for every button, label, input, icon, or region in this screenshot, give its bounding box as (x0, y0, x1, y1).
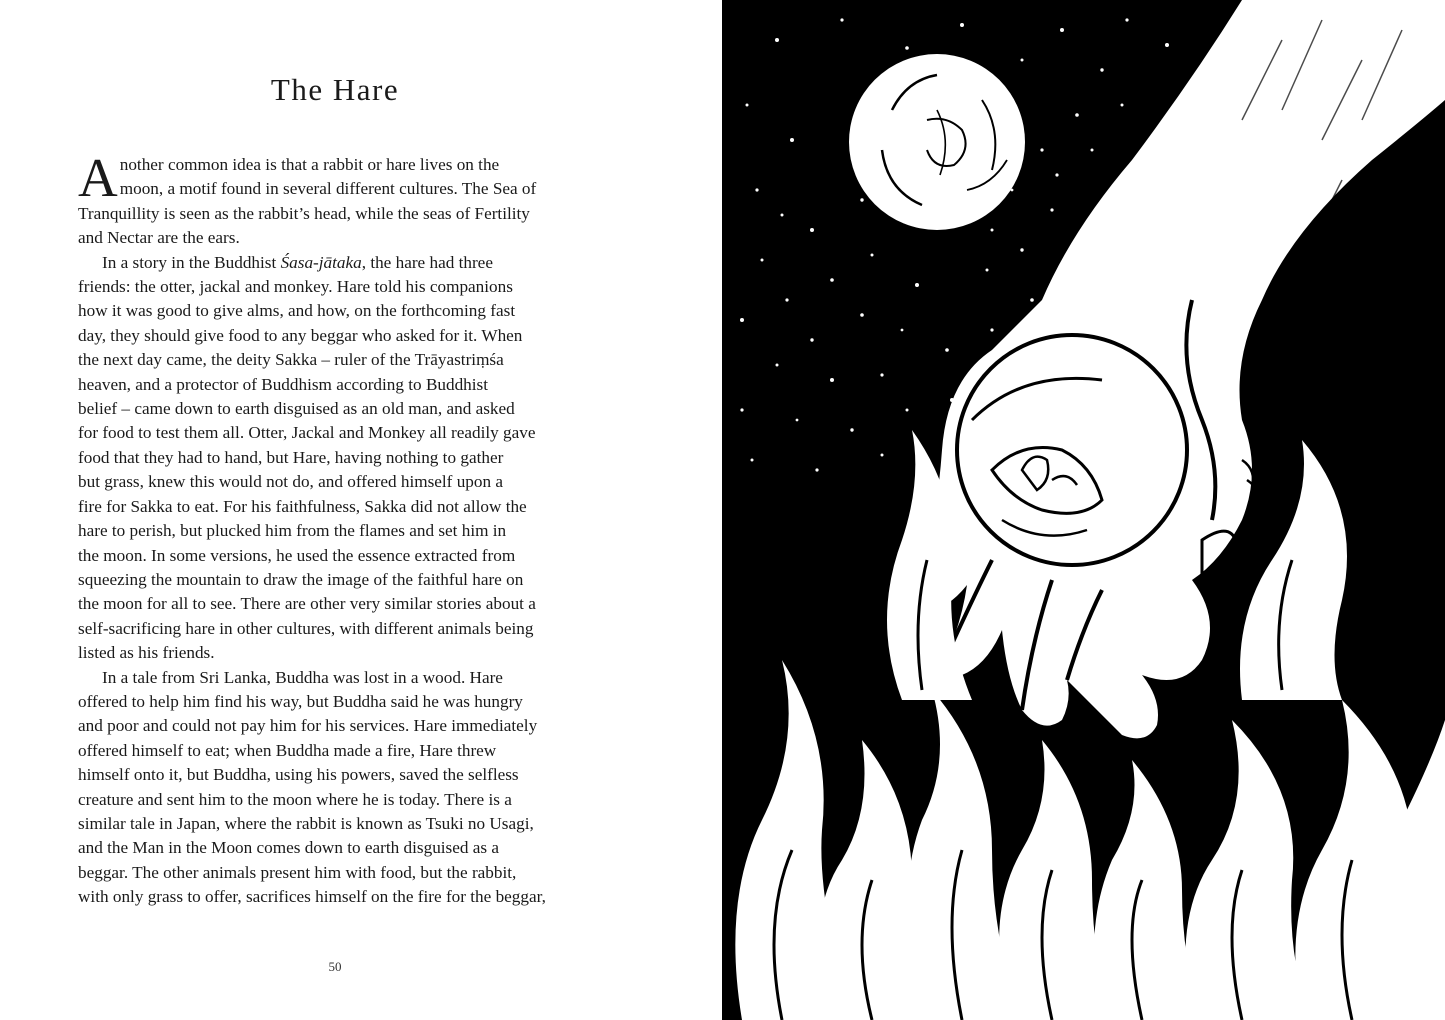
text-line: and poor and could not pay him for his services. Hare immediately (78, 716, 538, 736)
text-line: listed as his friends. (78, 643, 215, 663)
text-line: moon, a motif found in several different cultures. The Sea of (119, 179, 537, 199)
text-line: beggar. The other animals present him with food, but the rabbit, (78, 862, 517, 882)
right-page-illustration (722, 0, 1445, 1020)
text-line: friends: the otter, jackal and monkey. Hare told his companions (78, 277, 513, 297)
body-text (78, 147, 598, 910)
text-line: food that they had to hand, but Hare, having nothing to gather (78, 447, 504, 467)
text-line: offered himself to eat; when Buddha made a fire, Hare threw (78, 740, 497, 760)
text-line: how it was good to give alms, and how, on the forthcoming fast (78, 301, 516, 321)
text-line: Tranquillity is seen as the rabbit’s head, while the seas of Fertility (78, 203, 530, 223)
page-number: 50 (328, 959, 342, 974)
text-line: offered to help him find his way, but Buddha said he was hungry (78, 691, 523, 711)
text-line: himself onto it, but Buddha, using his powers, saved the selfless (78, 765, 519, 785)
text-line: the next day came, the deity Sakka – ruler of the Trāyastriṃśa (78, 350, 504, 370)
drop-cap: A (78, 147, 118, 208)
text-line: nother common idea is that a rabbit or hare lives on the (119, 155, 500, 174)
text-line: belief – came down to earth disguised as an old man, and asked (78, 399, 515, 419)
text-span: , the hare had three (361, 252, 493, 272)
text-line: creature and sent him to the moon where he is today. There is a (78, 789, 512, 809)
text-line: In a tale from Sri Lanka, Buddha was lost in a wood. Hare (102, 667, 503, 687)
text-line: for food to test them all. Otter, Jackal and Monkey all readily gave (78, 423, 536, 443)
left-page (0, 0, 722, 1020)
moon (849, 54, 1025, 230)
text-line: with only grass to offer, sacrifices himself on the fire for the beggar, (78, 887, 546, 907)
text-line: heaven, and a protector of Buddhism according to Buddhist (78, 374, 489, 394)
hand-holding-hare-over-flames-illustration (722, 0, 1445, 1020)
text-line: self-sacrificing hare in other cultures, with different animals being (78, 618, 534, 638)
text-line: day, they should give food to any beggar who asked for it. When (78, 325, 523, 345)
text-line: the moon. In some versions, he used the essence extracted from (78, 545, 516, 565)
text-line: and the Man in the Moon comes down to earth disguised as a (78, 838, 500, 858)
text-line: fire for Sakka to eat. For his faithfulness, Sakka did not allow the (78, 496, 527, 516)
italic-title: Śasa-jātaka (280, 252, 362, 272)
text-line: squeezing the mountain to draw the image of the faithful hare on (78, 569, 524, 589)
text-line: and Nectar are the ears. (78, 228, 240, 248)
text-line: similar tale in Japan, where the rabbit is known as Tsuki no Usagi, (78, 813, 534, 833)
text-line: hare to perish, but plucked him from the flames and set him in (78, 521, 507, 541)
text-span: In a story in the Buddhist (102, 252, 281, 272)
page-title: The Hare (270, 72, 400, 107)
text-line: but grass, knew this would not do, and offered himself upon a (78, 472, 504, 492)
text-line (78, 251, 598, 275)
text-line: the moon for all to see. There are other very similar stories about a (78, 594, 536, 614)
